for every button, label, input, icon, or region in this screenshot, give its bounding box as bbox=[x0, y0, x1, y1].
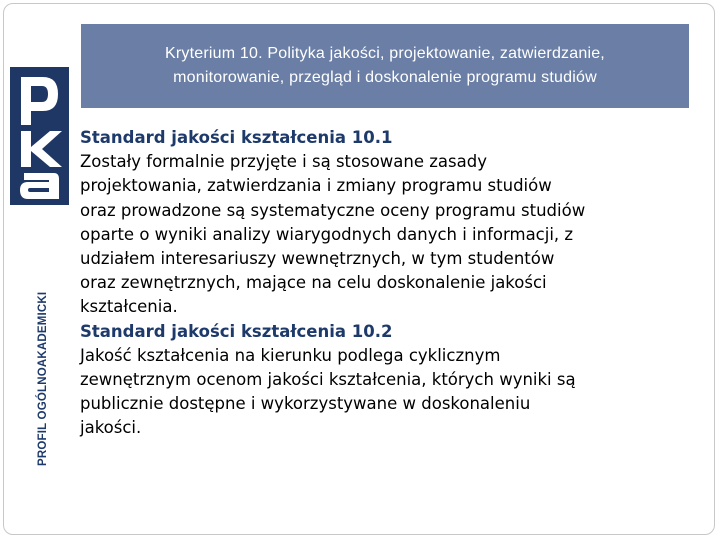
slide-body bbox=[80, 126, 700, 441]
standard-10-1-line: oraz zewnętrznych, mające na celu doskonalenie jakości bbox=[80, 273, 547, 293]
standard-10-1-line: Zostały formalnie przyjęte i są stosowane zasady bbox=[80, 152, 487, 172]
standard-10-1-title: Standard jakości kształcenia 10.1 bbox=[80, 128, 393, 147]
standard-10-2-line: jakości. bbox=[80, 418, 142, 438]
standard-10-1-line: kształcenia. bbox=[80, 297, 178, 317]
slide-title-line-1: Kryterium 10. Polityka jakości, projektowanie, zatwierdzanie, bbox=[165, 45, 605, 62]
slide-title-line-2: monitorowanie, przegląd i doskonalenie programu studiów bbox=[173, 69, 597, 86]
standard-10-2-title: Standard jakości kształcenia 10.2 bbox=[80, 321, 393, 341]
slide-title-bar bbox=[81, 24, 689, 108]
side-profile-label: PROFIL OGÓLNOAKADEMICKI bbox=[37, 291, 49, 466]
pka-logo-icon bbox=[10, 67, 69, 205]
standard-10-1-line: projektowania, zatwierdzania i zmiany programu studiów bbox=[80, 176, 552, 196]
standard-10-2-line: publicznie dostępne i wykorzystywane w doskonaleniu bbox=[80, 394, 531, 414]
standard-10-2-line: zewnętrznym ocenom jakości kształcenia, których wyniki są bbox=[80, 370, 576, 390]
standard-10-1-line: oraz prowadzone są systematyczne oceny programu studiów bbox=[80, 200, 586, 220]
standard-10-1-line: oparte o wyniki analizy wiarygodnych danych i informacji, z bbox=[80, 224, 574, 244]
standard-10-1-line: udziałem interesariuszy wewnętrznych, w tym studentów bbox=[80, 249, 555, 269]
standard-10-2-line: Jakość kształcenia na kierunku podlega cyklicznym bbox=[80, 345, 501, 365]
